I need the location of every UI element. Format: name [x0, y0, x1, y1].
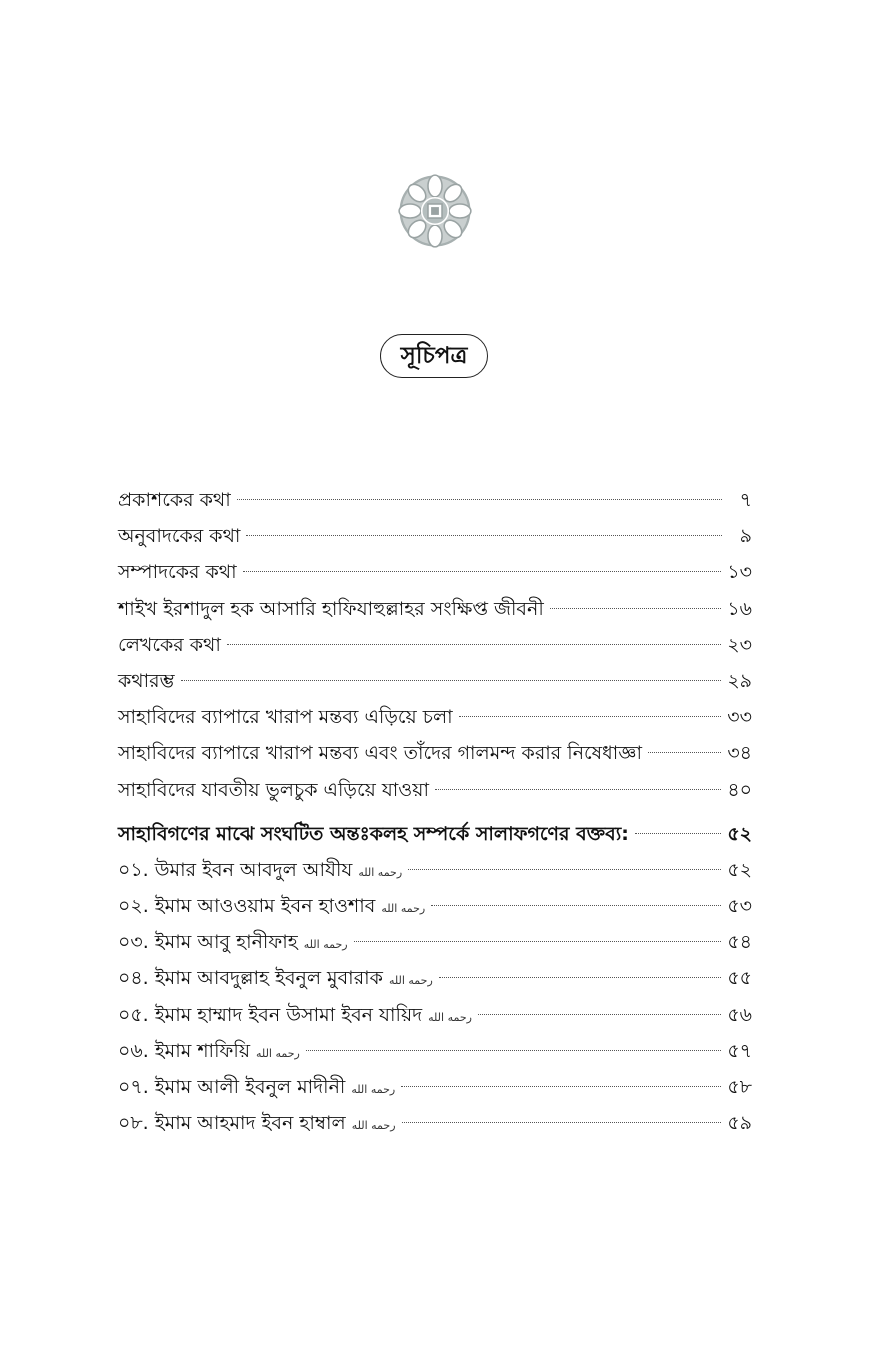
toc-entry-title: ০২. ইমাম আওওয়াম ইবন হাওশাব: [118, 895, 376, 918]
toc-entry-title: ০৪. ইমাম আবদুল্লাহ ইবনুল মুবারাক: [118, 967, 383, 990]
toc-entry-title: লেখকের কথা: [118, 633, 221, 656]
toc-entry-title: সম্পাদকের কথা: [118, 561, 237, 584]
toc-section-heading: [118, 816, 752, 852]
toc-entry: [118, 772, 752, 808]
honorific-calligraphy: رحمه الله: [351, 1119, 396, 1133]
toc-entry: [118, 1033, 752, 1069]
toc-entry-page: ৫২: [727, 822, 752, 845]
toc-entry: [118, 482, 752, 518]
toc-entry-page: ৫২: [727, 858, 752, 881]
dot-leader: [181, 680, 722, 681]
toc-entry: [118, 924, 752, 960]
toc-entry-page: ৭: [739, 489, 752, 511]
toc-entry-title: ০৩. ইমাম আবু হানীফাহ: [118, 931, 298, 954]
toc-entry-title: ০৭. ইমাম আলী ইবনুল মাদীনী: [118, 1076, 346, 1098]
toc-entry-title: ০৮. ইমাম আহমাদ ইবন হাম্বাল: [118, 1112, 346, 1135]
toc-entry: [118, 735, 752, 771]
dot-leader: [439, 977, 722, 978]
toc-entry: [118, 591, 752, 627]
page-title-text: সূচিপত্র: [400, 342, 468, 369]
toc-entry-title: অনুবাদকের কথা: [118, 525, 241, 548]
toc-entry: [118, 1069, 752, 1105]
toc-entry-title: সাহাবিদের ব্যাপারে খারাপ মন্তব্য এবং তাঁদের গালমন্দ করার নিষেধাজ্ঞা: [118, 742, 643, 765]
dot-leader: [550, 608, 722, 609]
toc-entry-page: ১৩: [727, 561, 752, 584]
dot-leader: [246, 535, 722, 536]
toc-entry: [118, 960, 752, 996]
toc-entry-page: ১৬: [727, 597, 752, 620]
toc-entry-title: সাহাবিগণের মাঝে সংঘটিত অন্তঃকলহ সম্পর্কে সালাফগণের বক্তব্য:: [118, 822, 629, 845]
toc-entry-title: সাহাবিদের যাবতীয় ভুলচুক এড়িয়ে যাওয়া: [118, 778, 429, 801]
toc-entry-title: ০৫. ইমাম হাম্মাদ ইবন উসামা ইবন যায়িদ: [118, 1003, 423, 1026]
toc-entry-page: ৫৫: [727, 967, 752, 990]
dot-leader: [237, 499, 722, 500]
toc-entry-page: ৫৪: [727, 931, 752, 954]
toc-entry-page: ৩৩: [727, 706, 752, 729]
toc-entry: [118, 997, 752, 1033]
toc-entry-page: ৪০: [727, 778, 752, 801]
table-of-contents: [118, 482, 752, 1141]
toc-entry-title: প্রকাশকের কথা: [118, 489, 231, 511]
honorific-calligraphy: رحمه الله: [388, 974, 433, 988]
dot-leader: [401, 1086, 721, 1087]
toc-entry-title: ০১. উমার ইবন আবদুল আযীয: [118, 858, 353, 881]
honorific-calligraphy: رحمه الله: [351, 1083, 396, 1096]
dot-leader: [459, 716, 722, 717]
honorific-calligraphy: رحمه الله: [303, 938, 348, 952]
toc-entry: [118, 888, 752, 924]
honorific-calligraphy: رحمه الله: [358, 865, 403, 879]
dot-leader: [648, 752, 721, 753]
dot-leader: [354, 941, 722, 942]
toc-entry: [118, 1105, 752, 1141]
toc-entry-page: ৫৮: [727, 1076, 752, 1098]
toc-entry-page: ৫৭: [727, 1039, 752, 1062]
toc-entry-page: ২৯: [727, 669, 752, 692]
dot-leader: [408, 869, 721, 870]
toc-entry: [118, 518, 752, 554]
toc-entry-title: কথারম্ভ: [118, 669, 175, 692]
dot-leader: [435, 789, 721, 790]
floral-medallion-icon: [396, 172, 474, 250]
toc-entry: [118, 663, 752, 699]
dot-leader: [478, 1014, 721, 1015]
toc-entry: [118, 699, 752, 735]
toc-entry-title: সাহাবিদের ব্যাপারে খারাপ মন্তব্য এড়িয়ে চলা: [118, 706, 453, 729]
toc-entry: [118, 852, 752, 888]
page-title: [380, 334, 488, 378]
toc-entry-page: ৫৯: [727, 1112, 752, 1135]
toc-entry: [118, 554, 752, 590]
toc-entry-title: ০৬. ইমাম শাফিয়ি: [118, 1039, 251, 1062]
dot-leader: [243, 571, 722, 572]
toc-entry: [118, 627, 752, 663]
honorific-calligraphy: رحمه الله: [428, 1010, 472, 1024]
dot-leader: [431, 905, 721, 906]
toc-entry-page: ৩৪: [727, 742, 752, 765]
honorific-calligraphy: رحمه الله: [381, 902, 426, 916]
dot-leader: [227, 644, 721, 645]
toc-entry-title: শাইখ ইরশাদুল হক আসারি হাফিযাহুল্লাহর সংক্ষিপ্ত জীবনী: [118, 597, 544, 620]
dot-leader: [402, 1122, 722, 1123]
dot-leader: [635, 833, 721, 834]
toc-entry-page: ৫৬: [727, 1003, 752, 1026]
toc-entry-page: ২৩: [727, 633, 752, 656]
honorific-calligraphy: رحمه الله: [256, 1046, 300, 1060]
toc-entry-page: ৯: [739, 525, 752, 548]
toc-entry-page: ৫৩: [727, 895, 752, 918]
dot-leader: [306, 1050, 721, 1051]
